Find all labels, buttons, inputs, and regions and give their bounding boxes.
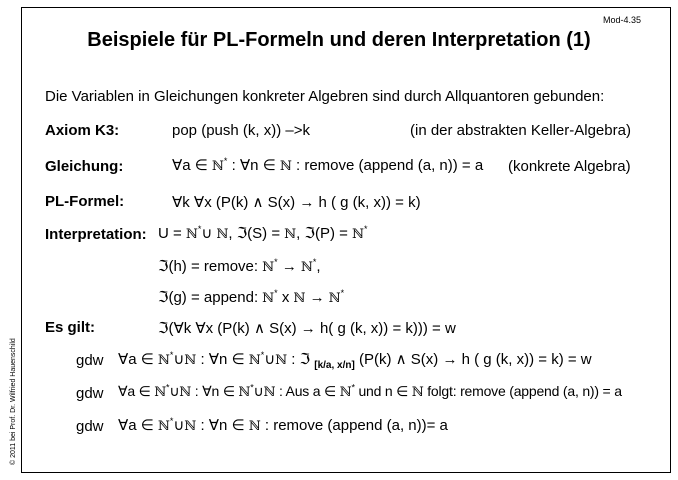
formula-text: : ∀n ∈ (196, 351, 249, 368)
naturals-symbol: ℕ (179, 385, 192, 400)
gdw-line-1 (118, 350, 592, 371)
substitution-subscript: [k/a, x/n] (314, 360, 355, 371)
formula-text: : remove (append (a, n)) = a (291, 157, 484, 174)
formula-text: ∪ (264, 351, 276, 368)
gleichung-formula (172, 156, 483, 174)
formula-text: ∪ (253, 383, 264, 399)
interpretation-line-2 (158, 257, 321, 275)
kleene-star: * (312, 257, 317, 267)
formula-text: und n ∈ (354, 383, 412, 399)
kleene-star: * (197, 224, 202, 234)
formula-text: ∀a ∈ (118, 351, 159, 368)
formula-text: ℑ(g) = append: (158, 289, 263, 306)
plformel-formula: ∀k ∀x (P(k) ∧ S(x) → h ( g (k, x)) = k) (172, 194, 421, 211)
kleene-star: * (223, 156, 228, 166)
naturals-symbol: ℕ (301, 260, 313, 275)
gdw-keyword: gdw (76, 352, 104, 369)
esgilt-formula: ℑ(∀k ∀x (P(k) ∧ S(x) → h( g (k, x)) = k))) = w (158, 320, 456, 337)
formula-text: , (316, 258, 321, 275)
formula-text: → (305, 289, 329, 306)
formula-text: U = (158, 225, 186, 242)
naturals-symbol: ℕ (279, 159, 292, 174)
formula-text: , ℑ(P) = (296, 225, 353, 242)
axiom-formula: pop (push (k, x)) –>k (172, 122, 310, 139)
formula-text: ∀a ∈ (118, 417, 159, 434)
gleichung-note: (konkrete Algebra) (508, 158, 631, 175)
interpretation-line-1 (158, 224, 367, 242)
formula-text: , ℑ(S) = (228, 225, 285, 242)
formula-text: x (277, 289, 294, 306)
slide-id: Mod-4.35 (603, 15, 642, 25)
kleene-star: * (260, 350, 265, 360)
naturals-symbol: ℕ (185, 227, 198, 242)
formula-text: ∀a ∈ (172, 157, 213, 174)
naturals-symbol: ℕ (411, 385, 424, 400)
naturals-symbol: ℕ (263, 385, 276, 400)
naturals-symbol: ℕ (158, 353, 170, 368)
naturals-symbol: ℕ (262, 260, 275, 275)
interpretation-line-3 (158, 288, 344, 306)
naturals-symbol: ℕ (352, 227, 364, 242)
naturals-symbol: ℕ (275, 353, 288, 368)
naturals-symbol: ℕ (248, 419, 261, 434)
formula-text: ∀a ∈ (118, 383, 155, 399)
kleene-star: * (351, 382, 355, 393)
gdw-line-3 (118, 416, 448, 434)
formula-text: : ∀n ∈ (227, 157, 280, 174)
axiom-label: Axiom K3: (45, 122, 120, 139)
naturals-symbol: ℕ (248, 353, 261, 368)
formula-text: : ℑ (287, 351, 315, 368)
kleene-star: * (363, 224, 368, 234)
kleene-star: * (169, 350, 174, 360)
gleichung-label: Gleichung: (45, 158, 124, 175)
esgilt-label: Es gilt: (45, 319, 96, 336)
kleene-star: * (274, 288, 278, 298)
kleene-star: * (169, 416, 174, 426)
gdw-keyword: gdw (76, 418, 104, 435)
formula-text: (P(k) ∧ S(x) → h ( g (k, x)) = k) = w (354, 351, 592, 368)
intro-text: Die Variablen in Gleichungen konkreter Algebren sind durch Allquantoren gebunden: (45, 88, 605, 105)
kleene-star: * (340, 288, 345, 298)
kleene-star: * (250, 382, 254, 393)
naturals-symbol: ℕ (158, 419, 170, 434)
kleene-star: * (166, 382, 170, 393)
kleene-star: * (274, 257, 278, 267)
formula-text: ∪ (173, 417, 185, 434)
naturals-symbol: ℕ (216, 227, 229, 242)
naturals-symbol: ℕ (184, 419, 197, 434)
naturals-symbol: ℕ (262, 291, 275, 306)
formula-text: ∪ (173, 351, 185, 368)
formula-text: : remove (append (a, n))= a (260, 417, 448, 434)
formula-text: : ∀n ∈ (196, 417, 249, 434)
naturals-symbol: ℕ (339, 385, 352, 400)
naturals-symbol: ℕ (154, 385, 167, 400)
formula-text: : Aus a ∈ (275, 383, 340, 399)
gdw-keyword: gdw (76, 385, 104, 402)
naturals-symbol: ℕ (212, 159, 224, 174)
naturals-symbol: ℕ (184, 353, 197, 368)
naturals-symbol: ℕ (238, 385, 251, 400)
plformel-label: PL-Formel: (45, 193, 125, 210)
formula-text: folgt: remove (append (a, n)) = a (423, 383, 622, 399)
formula-text: : ∀n ∈ (191, 383, 239, 399)
naturals-symbol: ℕ (293, 291, 306, 306)
copyright-note: © 2011 bei Prof. Dr. Wilfried Hauenschild (10, 338, 17, 465)
slide-title: Beispiele für PL-Formeln und deren Interpretation (1) (87, 29, 591, 51)
formula-text: ℑ(h) = remove: (158, 258, 263, 275)
formula-text: ∪ (169, 383, 180, 399)
gdw-line-2 (118, 383, 622, 400)
naturals-symbol: ℕ (328, 291, 341, 306)
axiom-note: (in der abstrakten Keller-Algebra) (410, 122, 631, 139)
interpretation-label: Interpretation: (45, 226, 147, 243)
formula-text: → (277, 258, 301, 275)
naturals-symbol: ℕ (284, 227, 297, 242)
formula-text: ∪ (201, 225, 217, 242)
